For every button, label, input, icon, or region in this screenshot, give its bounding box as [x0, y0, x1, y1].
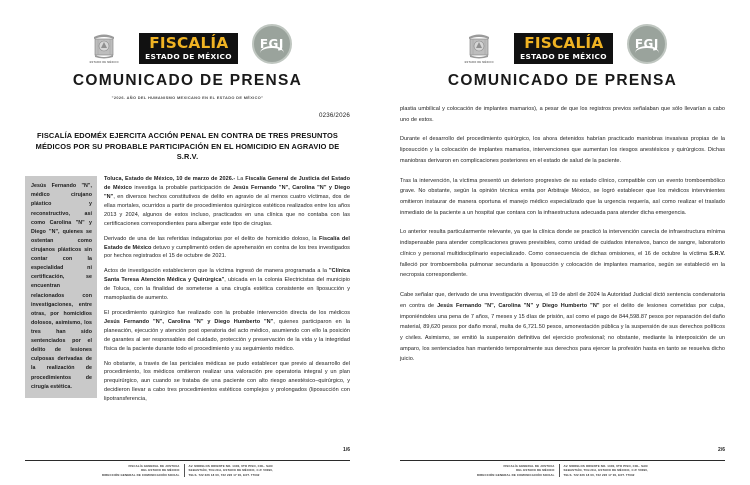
- pullquote-box: Jesús Fernando "N", médico cirujano plástico y reconstructivo, así como Carolina "N" y Diego "N", quienes se ostentan como cirujanos plásticos sin contar con la especialidad ni certificación, se encuentran relacionados con investigaciones, entre otras, por homicidios dolosos, asimismo, los tres han sido sentenciados por el delito de lesiones culposas derivadas de la realización de procedimientos de cirugía estética.: [25, 176, 97, 398]
- text-run: Derivado de una de las referidas indagatorias por el delito de homicidio doloso, la: [104, 235, 319, 242]
- page2-paragraph-list: [400, 104, 725, 365]
- text-run: por el delito de lesiones cometidas por culpa, imponiéndoles una pena de 7 años, 7 meses y 15 días de prisión, así como el pago de 844,598.87 pesos por reparación del daño material, 89,620 pesos por daño moral, multa de 6,721.50 pesos, amonestación pública y la suspensión de sus derechos políticos y civiles. Asimismo, se emitió la suspensión definitiva del ejercicio profesional; no obstante, mediante la interposición de un amparo, los sentenciados han mantenido temporalmente sus derechos para ejercer la profesión hasta en tanto se resuelva dicho juicio.: [400, 302, 725, 363]
- fiscalia-logo-line1: FISCALÍA: [148, 33, 229, 52]
- bulletin-number: 0236/2026: [318, 112, 350, 119]
- fgj-wing-shape: [260, 46, 284, 53]
- fiscalia-logo: [139, 33, 238, 64]
- text-emphasis: Toluca, Estado de México, 10 de marzo de 2026.-: [104, 176, 238, 183]
- text-run: falleció por tromboembolia pulmonar secundaria a liposucción y colocación de implantes mamarios, según se estableció en la necropsia correspondiente.: [400, 261, 725, 279]
- paragraph-p2-sentencia: [400, 290, 725, 365]
- estado-de-mexico-seal-icon-page2: [458, 24, 500, 64]
- letterhead-logos: [25, 18, 350, 64]
- fgj-logo-text: FGJ: [259, 37, 284, 51]
- estado-de-mexico-seal-icon: [83, 24, 125, 64]
- text-run: Cabe señalar que, derivado de una investigación diversa, el 19 de abril de 2024 la Autoridad Judicial dictó sentencia condenatoria en contra de: [400, 292, 725, 309]
- year-slogan: "2026. AÑO DEL HUMANISMO MEXICANO EN EL ESTADO DE MÉXICO": [111, 95, 264, 100]
- text-run: plastia umbilical y colocación de implantes mamarios), a pesar de que los registros previos señalaban que sólo llevarían a cabo uno de estos.: [400, 106, 725, 123]
- text-run: , en diversos hechos constitutivos de delito en agravio de al menos cuatro víctimas, dos de ellas mortales, ocurridos a partir de procedimientos quirúrgicos estéticos realizados entre los años 2013 y 2024, algunos de estos incluso, practicados en una clínica que no contaba con las certificaciones correspondientes para albergar este tipo de cirugías.: [104, 194, 350, 227]
- text-emphasis: S.R.V.: [709, 250, 725, 257]
- text-emphasis: Jesús Fernando "N", Carolina "N" y Diego Humberto "N": [104, 318, 274, 325]
- fgj-wing-shape-page2: [635, 46, 659, 53]
- footer-divider-page2: [400, 460, 725, 461]
- paragraph-p2-infraestructura: [400, 227, 725, 281]
- paragraph-p2-maniobras: [400, 134, 725, 166]
- text-run: , ubicada en la colonia Electricistas del municipio de Toluca, con la finalidad de someterse a una cirugía estética consistente en liposucción y mamoplastia de aumento.: [104, 277, 350, 302]
- headline: FISCALÍA EDOMÉX EJERCITA ACCIÓN PENAL EN CONTRA DE TRES PRESUNTOS MÉDICOS POR SU PROBABLE PARTICIPACIÓN EN EL HOMICIDIO EN AGRAVIO DE S.R.V.: [35, 131, 340, 162]
- footer-line-0: FISCALÍA GENERAL DE JUSTICIA: [128, 463, 180, 468]
- seal-caption-page2: ESTADO DE MÉXICO: [464, 61, 494, 64]
- text-run: Tras la intervención, la víctima presentó un deterioro progresivo de su estado clínico, compatible con un evento tromboembólico grave. No obstante, según la opinión técnica emita por Arbitraje México, se logró establecer que los médicos intervinientes omitieron instaurar de manera oportuna el manejo médico especializado que la urgencia requería, así como realizar el traslado inmediato de la paciente a un hospital que contara con la infraestructura adecuada para atender dicha emergencia.: [400, 177, 725, 216]
- footer-line-1: SEBASTIÁN, TOLUCA, ESTADO DE MÉXICO, C.P. 50090,: [188, 468, 274, 473]
- fiscalia-logo-line2: ESTADO DE MÉXICO: [145, 51, 232, 61]
- footer-line-2: DIRECCIÓN GENERAL DE COMUNICACIÓN SOCIAL: [101, 472, 180, 477]
- text-emphasis: Fiscalía del Estado de México: [104, 235, 350, 251]
- fgj-logo-text-page2: FGJ: [634, 37, 659, 51]
- fiscalia-logo-line2-page2: ESTADO DE MÉXICO: [520, 51, 607, 61]
- text-run: La: [237, 176, 246, 183]
- page-title-page2: COMUNICADO DE PRENSA: [447, 72, 678, 89]
- text-run: detuvo y cumplimentó orden de aprehensión en contra de los tres investigados por hechos registrados el 15 de octubre de 2021.: [104, 244, 350, 260]
- footer-line-2: DIRECCIÓN GENERAL DE COMUNICACIÓN SOCIAL: [476, 472, 555, 477]
- footer-address-block-page2: [560, 464, 648, 477]
- text-run: No obstante, a través de las periciales médicas se pudo establecer que previo al desarrollo del procedimiento, los médicos omitieron realizar una valoración pre operatoria integral y un plan prequirúrgico, aun cuando se trataba de una paciente con alto riesgo anestésico–quirúrgico, y decidieron llevar a cabo tres procedimientos estéticos complejos y prolongados (liposucción con lipotransferencia,: [104, 360, 350, 403]
- footer-org-block-page2: [477, 464, 559, 477]
- page1-footer: [25, 460, 350, 477]
- page-number-1: 1/6: [343, 447, 350, 453]
- fiscalia-logo-line1-page2: FISCALÍA: [523, 33, 604, 52]
- footer-line-2: TELS. 722 226 18 00, 722 226 17 00, EXT. 77032: [563, 472, 635, 477]
- paragraph-p2-cont: [400, 104, 725, 125]
- text-emphasis: Jesús Fernando "N", Carolina "N" y Diego Humberto "N": [437, 302, 600, 309]
- text-run: Lo anterior resulta particularmente relevante, ya que la clínica donde se practicó la intervención carecía de infraestructura mínima indispensable para atender complicaciones graves previsibles, como unidad de cuidados intensivos, banco de sangre, laboratorio clínico y personal multidisciplinario especializado. Como consecuencia de dichas omisiones, el 16 de octubre la víctima: [400, 229, 725, 257]
- paragraph-p2-arbitraje: [400, 176, 725, 219]
- page-title: COMUNICADO DE PRENSA: [72, 72, 303, 89]
- text-run: El procedimiento quirúrgico fue realizado con la probable intervención directa de los médicos: [104, 309, 350, 316]
- footer-line-1: DEL ESTADO DE MÉXICO: [516, 468, 555, 473]
- footer-address-block: [185, 464, 273, 477]
- text-emphasis: Jesús Fernando "N", Carolina "N" y Diego "N": [104, 185, 351, 201]
- fiscalia-logo-page2: [514, 33, 613, 64]
- footer-line-1: DEL ESTADO DE MÉXICO: [141, 468, 180, 473]
- seal-caption: ESTADO DE MÉXICO: [89, 61, 119, 64]
- footer-line-1: SEBASTIÁN, TOLUCA, ESTADO DE MÉXICO, C.P. 50090,: [563, 468, 649, 473]
- text-emphasis: "Clínica Santa Teresa Atención Médica y Quirúrgica": [104, 268, 350, 284]
- footer-divider: [25, 460, 350, 461]
- document-page-2[interactable]: [375, 0, 750, 485]
- text-emphasis: Fiscalía General de Justicia del Estado de México: [104, 176, 350, 192]
- text-run: Actos de investigación establecieron que la víctima ingresó de manera programada a la: [104, 268, 329, 275]
- page-number-2: 2/6: [718, 447, 725, 453]
- footer-line-0: AV. MORELOS ORIENTE NO. 1300, 6TO PISO, COL. SAN: [563, 463, 648, 468]
- fgj-logo-icon: [252, 24, 292, 64]
- page2-body: [400, 104, 725, 365]
- footer-line-0: FISCALÍA GENERAL DE JUSTICIA: [503, 463, 555, 468]
- footer-line-0: AV. MORELOS ORIENTE NO. 1300, 6TO PISO, COL. SAN: [188, 463, 273, 468]
- footer-org-block: [102, 464, 184, 477]
- letterhead-logos-page2: [400, 18, 725, 64]
- page2-footer: [400, 460, 725, 477]
- text-run: Durante el desarrollo del procedimiento quirúrgico, los ahora detenidos habrían practicado maniobras invasivas propias de la liposucción y la colocación de implantes mamarios, intervenciones que aumentan los riesgos anestésicos y quirúrgicos. Dichas maniobras derivaron en complicaciones posteriores en el estado de salud de la paciente.: [400, 136, 725, 164]
- text-run: investiga la probable participación de: [134, 185, 233, 192]
- text-run: , quienes participaron en la planeación, ejecución y atención post operatoria del acto médico, asumiendo con ello la posición de garantes al ser responsables del cuidado, protección y preservación de la vida y la integridad física de la paciente durante todo el procedimiento y su seguimiento médico.: [104, 318, 350, 352]
- footer-line-2: TELS. 722 226 18 00, 722 226 17 00, EXT. 77032: [188, 472, 260, 477]
- page1-body: [25, 175, 350, 410]
- fgj-logo-icon-page2: [627, 24, 667, 64]
